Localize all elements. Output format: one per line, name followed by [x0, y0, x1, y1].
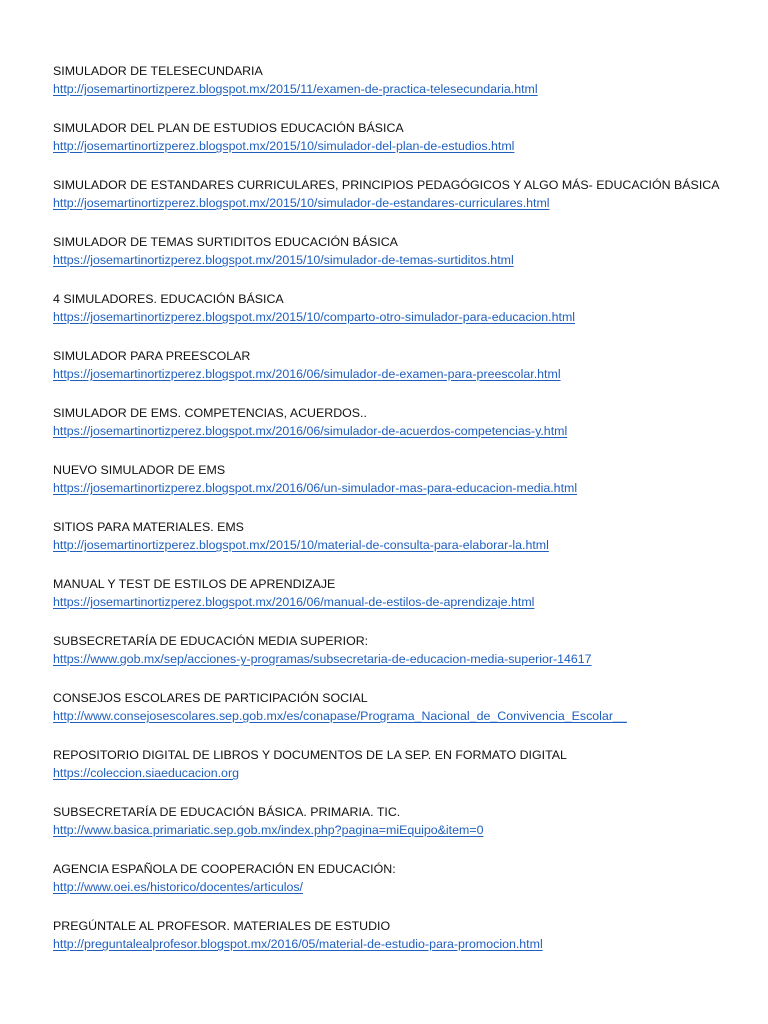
- entry-title: REPOSITORIO DIGITAL DE LIBROS Y DOCUMENTOS DE LA SEP. EN FORMATO DIGITAL: [53, 748, 567, 762]
- list-item: [53, 746, 753, 803]
- entry-title: SIMULADOR DE EMS. COMPETENCIAS, ACUERDOS..: [53, 406, 367, 420]
- list-item: [53, 233, 753, 290]
- entry-title: CONSEJOS ESCOLARES DE PARTICIPACIÓN SOCIAL: [53, 691, 368, 705]
- entry-link[interactable]: https://josemartinortizperez.blogspot.mx/2016/06/simulador-de-acuerdos-competencias-y.html: [53, 424, 568, 438]
- entry-link[interactable]: http://www.basica.primariatic.sep.gob.mx/index.php?pagina=miEquipo&item=0: [53, 823, 484, 837]
- list-item: [53, 119, 753, 176]
- list-item: [53, 461, 753, 518]
- list-item: [53, 290, 753, 347]
- list-item: [53, 632, 753, 689]
- list-item: [53, 404, 753, 461]
- entry-title: SIMULADOR PARA PREESCOLAR: [53, 349, 251, 363]
- list-item: [53, 803, 753, 860]
- list-item: [53, 689, 753, 746]
- list-item: [53, 860, 753, 917]
- entry-link[interactable]: https://coleccion.siaeducacion.org: [53, 766, 239, 780]
- entry-title: SIMULADOR DE TELESECUNDARIA: [53, 64, 263, 78]
- link-list: [53, 62, 753, 974]
- entry-title: MANUAL Y TEST DE ESTILOS DE APRENDIZAJE: [53, 577, 336, 591]
- list-item: [53, 518, 753, 575]
- list-item: [53, 917, 753, 974]
- entry-title: SITIOS PARA MATERIALES. EMS: [53, 520, 244, 534]
- entry-link[interactable]: https://josemartinortizperez.blogspot.mx/2015/10/simulador-de-temas-surtiditos.html: [53, 253, 514, 267]
- entry-link[interactable]: http://josemartinortizperez.blogspot.mx/2015/10/material-de-consulta-para-elaborar-la.html: [53, 538, 549, 552]
- entry-link[interactable]: https://josemartinortizperez.blogspot.mx/2015/10/comparto-otro-simulador-para-educacion.html: [53, 310, 576, 324]
- entry-title: SIMULADOR DE TEMAS SURTIDITOS EDUCACIÓN BÁSICA: [53, 235, 398, 249]
- list-item: [53, 62, 753, 119]
- entry-link[interactable]: https://www.gob.mx/sep/acciones-y-programas/subsecretaria-de-educacion-media-superior-14617: [53, 652, 592, 666]
- list-item: [53, 176, 753, 233]
- list-item: [53, 347, 753, 404]
- entry-title: NUEVO SIMULADOR DE EMS: [53, 463, 226, 477]
- entry-link[interactable]: http://josemartinortizperez.blogspot.mx/2015/10/simulador-del-plan-de-estudios.html: [53, 139, 515, 153]
- entry-link[interactable]: http://www.consejosescolares.sep.gob.mx/es/conapase/Programa_Nacional_de_Convivencia_Escolar__: [53, 709, 627, 723]
- entry-title: PREGÚNTALE AL PROFESOR. MATERIALES DE ESTUDIO: [53, 919, 391, 933]
- entry-link[interactable]: https://josemartinortizperez.blogspot.mx/2016/06/simulador-de-examen-para-preescolar.html: [53, 367, 561, 381]
- entry-link[interactable]: http://www.oei.es/historico/docentes/articulos/: [53, 880, 303, 894]
- entry-link[interactable]: http://preguntalealprofesor.blogspot.mx/2016/05/material-de-estudio-para-promocion.html: [53, 937, 543, 951]
- entry-title: SIMULADOR DE ESTANDARES CURRICULARES, PRINCIPIOS PEDAGÓGICOS Y ALGO MÁS- EDUCACIÓN BÁSICA: [53, 178, 720, 192]
- entry-title: 4 SIMULADORES. EDUCACIÓN BÁSICA: [53, 292, 284, 306]
- entry-title: SUBSECRETARÍA DE EDUCACIÓN MEDIA SUPERIOR:: [53, 634, 369, 648]
- entry-link[interactable]: http://josemartinortizperez.blogspot.mx/2015/11/examen-de-practica-telesecundaria.html: [53, 82, 538, 96]
- entry-title: AGENCIA ESPAÑOLA DE COOPERACIÓN EN EDUCACIÓN:: [53, 862, 396, 876]
- entry-link[interactable]: https://josemartinortizperez.blogspot.mx/2016/06/un-simulador-mas-para-educacion-media.html: [53, 481, 578, 495]
- entry-title: SIMULADOR DEL PLAN DE ESTUDIOS EDUCACIÓN BÁSICA: [53, 121, 404, 135]
- list-item: [53, 575, 753, 632]
- entry-link[interactable]: http://josemartinortizperez.blogspot.mx/2015/10/simulador-de-estandares-curriculares.html: [53, 196, 550, 210]
- entry-link[interactable]: https://josemartinortizperez.blogspot.mx/2016/06/manual-de-estilos-de-aprendizaje.html: [53, 595, 535, 609]
- entry-title: SUBSECRETARÍA DE EDUCACIÓN BÁSICA. PRIMARIA. TIC.: [53, 805, 401, 819]
